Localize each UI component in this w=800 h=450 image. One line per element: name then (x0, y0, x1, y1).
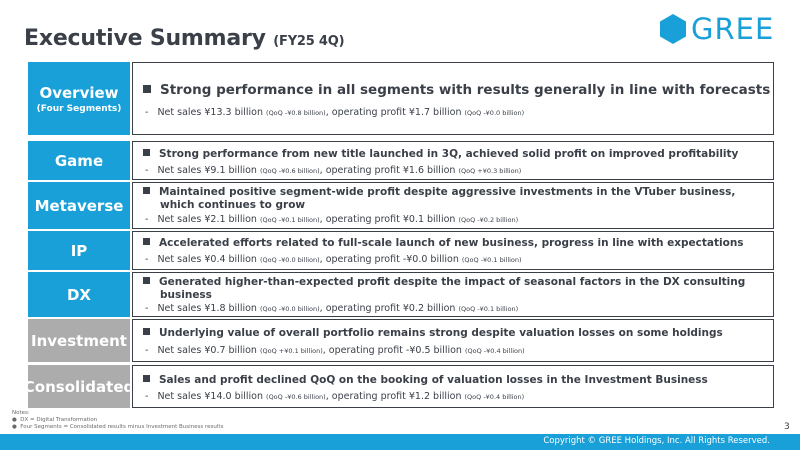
overview-sublabel: (Four Segments) (36, 103, 122, 114)
square-bullet-icon (143, 149, 150, 156)
overview-headline: Strong performance in all segments with results generally in line with forecasts (143, 82, 770, 98)
segment-headline: Generated higher-than-expected profit despite the impact of seasonal factors in the DX consulting business (143, 276, 760, 302)
segment-label-consolidated: Consolidated (28, 365, 130, 408)
logo-wordmark: GREE (691, 12, 775, 46)
segment-headline: Underlying value of overall portfolio remains strong despite valuation losses on some holdings (143, 327, 723, 339)
segment-label-dx: DX (28, 272, 130, 317)
segment-row-metaverse (28, 182, 774, 229)
overview-body (132, 62, 774, 135)
segment-row-game (28, 141, 774, 180)
note-item: ● Four Segments = Consolidated results minus Investment Business results (12, 424, 224, 430)
segment-headline: Sales and profit declined QoQ on the booking of valuation losses in the Investment Business (143, 374, 708, 386)
segment-row-dx (28, 272, 774, 317)
segment-headline: Accelerated efforts related to full-scale launch of new business, progress in line with expectations (143, 237, 744, 249)
overview-row (28, 62, 774, 135)
gree-logo (659, 14, 779, 44)
segment-detail: - Net sales ¥0.4 billion (QoQ -¥0.0 billion), operating profit -¥0.0 billion (QoQ -¥0.1 billion) (145, 254, 522, 265)
segment-detail: - Net sales ¥2.1 billion (QoQ -¥0.1 billion), operating profit ¥0.1 billion (QoQ -¥0.2 billion) (145, 214, 519, 225)
segment-body-game (132, 141, 774, 180)
segment-label-investment: Investment (28, 319, 130, 362)
segment-label-ip: IP (28, 231, 130, 270)
segment-row-investment (28, 319, 774, 362)
square-bullet-icon (143, 187, 150, 194)
segment-body-consolidated (132, 365, 774, 408)
square-bullet-icon (143, 277, 150, 284)
segment-headline: Maintained positive segment-wide profit despite aggressive investments in the VTuber business, which continues to grow (143, 186, 760, 212)
overview-detail: - Net sales ¥13.3 billion (QoQ -¥0.8 billion), operating profit ¥1.7 billion (QoQ -¥0.0 billion) (145, 107, 525, 118)
note-item: ● DX = Digital Transformation (12, 417, 98, 423)
segment-body-ip (132, 231, 774, 270)
segment-detail: - Net sales ¥0.7 billion (QoQ +¥0.1 billion), operating profit -¥0.5 billion (QoQ -¥0.4 billion) (145, 345, 525, 356)
segment-row-ip (28, 231, 774, 270)
square-bullet-icon (143, 375, 150, 382)
page-title: Executive Summary (FY25 4Q) (24, 26, 345, 51)
segment-body-investment (132, 319, 774, 362)
segment-headline: Strong performance from new title launched in 3Q, achieved solid profit on improved profitability (143, 148, 738, 160)
segment-detail: - Net sales ¥14.0 billion (QoQ -¥0.6 billion), operating profit ¥1.2 billion (QoQ -¥0.4 billion) (145, 391, 525, 402)
square-bullet-icon (143, 328, 150, 335)
segment-detail: - Net sales ¥1.8 billion (QoQ -¥0.0 billion), operating profit ¥0.2 billion (QoQ -¥0.1 billion) (145, 303, 519, 314)
notes-heading: Notes: (12, 410, 30, 416)
segment-body-metaverse (132, 182, 774, 229)
page-title-period: (FY25 4Q) (273, 34, 345, 49)
square-bullet-icon (143, 85, 151, 93)
page-number: 3 (784, 422, 790, 432)
segment-row-consolidated (23, 365, 774, 408)
segment-body-dx (132, 272, 774, 317)
square-bullet-icon (143, 238, 150, 245)
segment-label-game: Game (28, 141, 130, 180)
overview-label: Overview (Four Segments) (28, 62, 130, 135)
segment-detail: - Net sales ¥9.1 billion (QoQ -¥0.6 billion), operating profit ¥1.6 billion (QoQ +¥0.3 billion) (145, 165, 522, 176)
segment-label-metaverse: Metaverse (28, 182, 130, 229)
copyright: Copyright © GREE Holdings, Inc. All Rights Reserved. (543, 436, 770, 446)
footnotes (12, 410, 223, 431)
footer-bar (0, 434, 800, 450)
hexagon-logo-icon (659, 14, 687, 44)
